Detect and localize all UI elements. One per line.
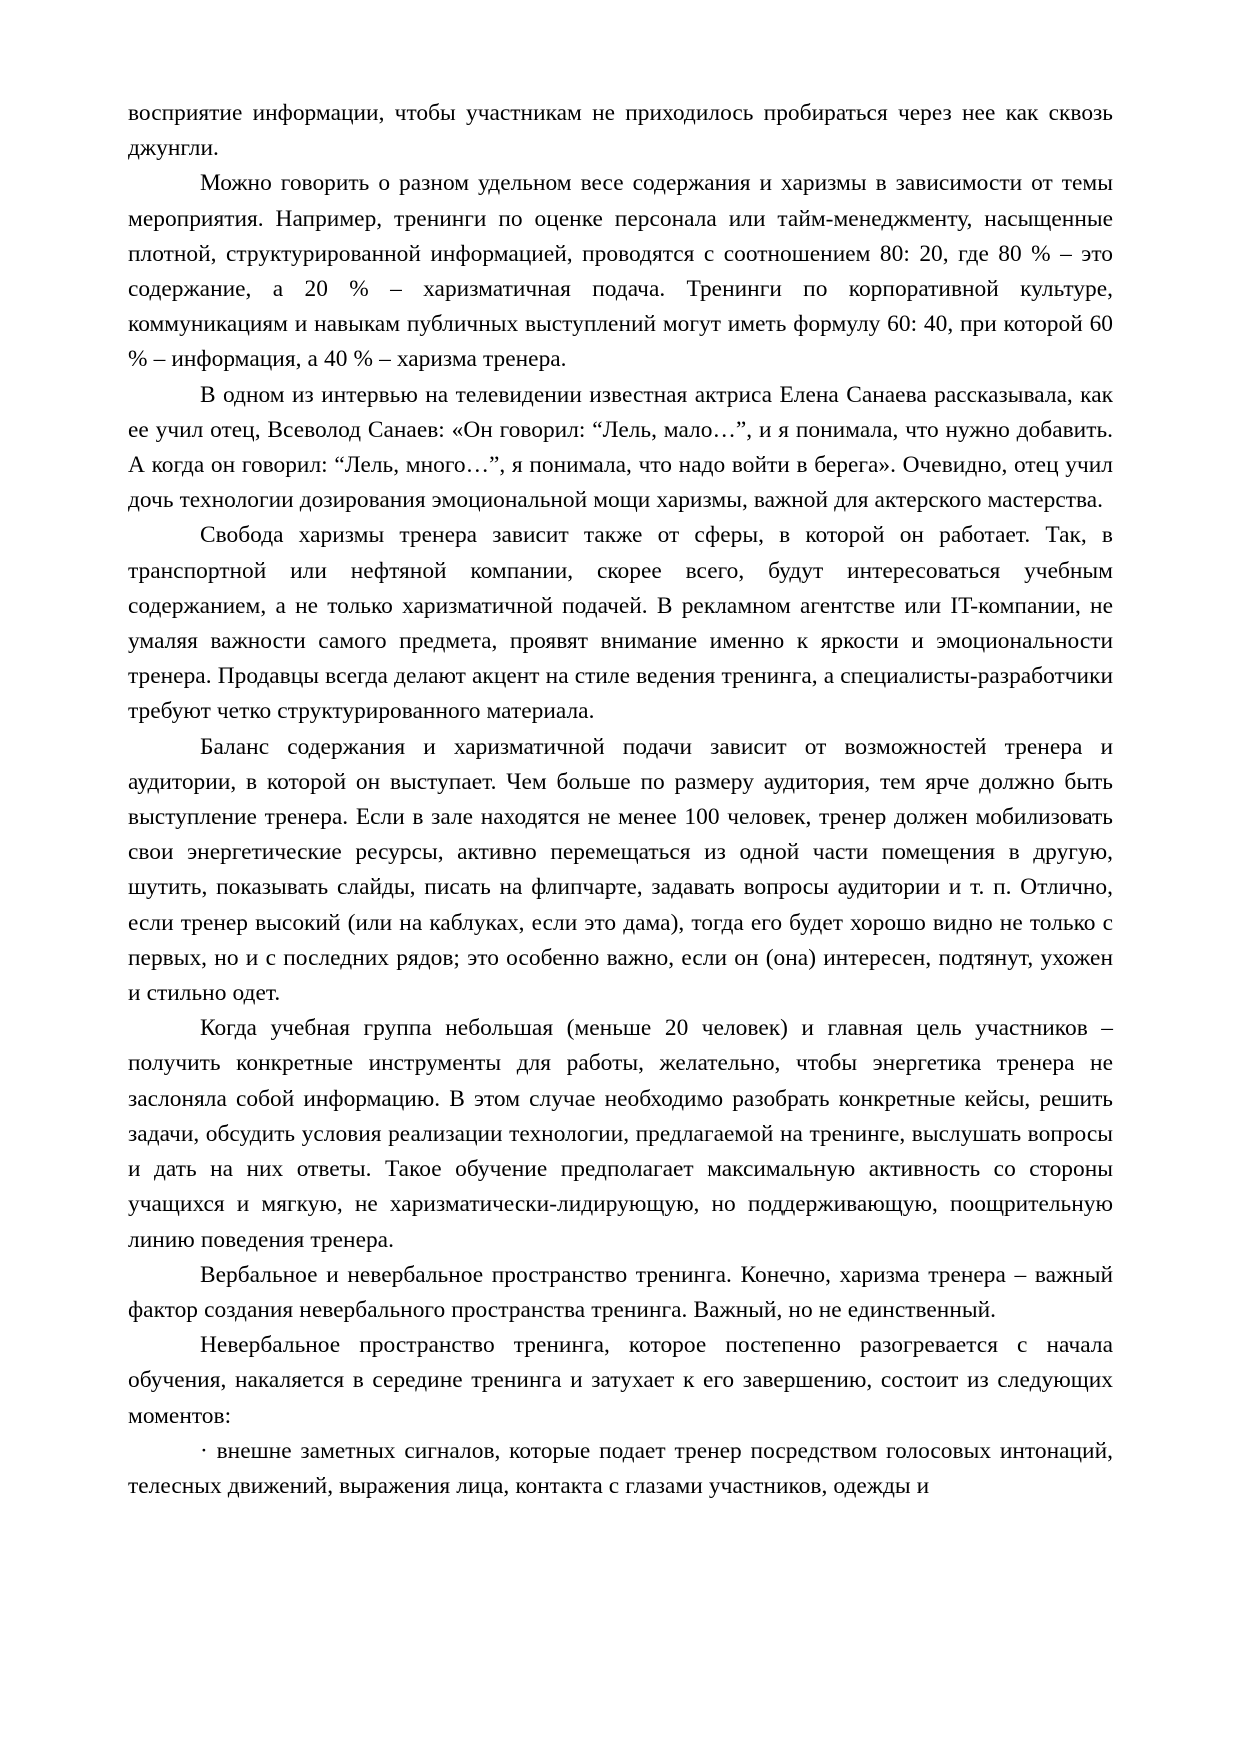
paragraph-7: Вербальное и невербальное пространство тренинга. Конечно, харизма тренера – важный фактор создания невербального пространства тренинга. Важный, но не единственный. [128, 1261, 1113, 1323]
paragraph-2: Можно говорить о разном удельном весе содержания и харизмы в зависимости от темы мероприятия. Например, тренинги по оценке персонала или тайм-менеджменту, насыщенные плотной, структурированной информацией, проводятся с соотношением 80: 20, где 80 % – это содержание, а 20 % – харизматичная подача. Тренинги по корпоративной культуре, коммуникациям и навыкам публичных выступлений могут иметь формулу 60: 40, при которой 60 % – информация, а 40 % – харизма тренера. [128, 170, 1113, 373]
paragraph-6: Когда учебная группа небольшая (меньше 20 человек) и главная цель участников – получить конкретные инструменты для работы, желательно, чтобы энергетика тренера не заслоняла собой информацию. В этом случае необходимо разобрать конкретные кейсы, решить задачи, обсудить условия реализации технологии, предлагаемой на тренинге, выслушать вопросы и дать на них ответы. Такое обучение предполагает максимальную активность со стороны учащихся и мягкую, не харизматически-лидирующую, но поддерживающую, поощрительную линию поведения тренера. [128, 1015, 1113, 1253]
paragraph-4: Свобода харизмы тренера зависит также от сферы, в которой он работает. Так, в транспортной или нефтяной компании, скорее всего, будут интересоваться учебным содержанием, а не только харизматичной подачей. В рекламном агентстве или IT-компании, не умаляя важности самого предмета, проявят внимание именно к яркости и эмоциональности тренера. Продавцы всегда делают акцент на стиле ведения тренинга, а специалисты-разработчики требуют четко структурированного материала. [128, 522, 1113, 725]
paragraph-5: Баланс содержания и харизматичной подачи зависит от возможностей тренера и аудитории, в которой он выступает. Чем больше по размеру аудитория, тем ярче должно быть выступление тренера. Если в зале находятся не менее 100 человек, тренер должен мобилизовать свои энергетические ресурсы, активно перемещаться из одной части помещения в другую, шутить, показывать слайды, писать на флипчарте, задавать вопросы аудитории и т. п. Отлично, если тренер высокий (или на каблуках, если это дама), тогда его будет хорошо видно не только с первых, но и с последних рядов; это особенно важно, если он (она) интересен, подтянут, ухожен и стильно одет. [128, 733, 1113, 1007]
bullet-paragraph-1: · внешне заметных сигналов, которые подает тренер посредством голосовых интонаций, телесных движений, выражения лица, контакта с глазами участников, одежды и [128, 1437, 1113, 1499]
paragraph-8: Невербальное пространство тренинга, которое постепенно разогревается с начала обучения, накаляется в середине тренинга и затухает к его завершению, состоит из следующих моментов: [128, 1332, 1113, 1429]
paragraph-1: восприятие информации, чтобы участникам не приходилось пробираться через нее как сквозь джунгли. [128, 100, 1113, 162]
paragraph-3: В одном из интервью на телевидении известная актриса Елена Санаева рассказывала, как ее учил отец, Всеволод Санаев: «Он говорил: “Лель, мало…”, и я понимала, что нужно добавить. А когда он говорил: “Лель, много…”, я понимала, что надо войти в берега». Очевидно, отец учил дочь технологии дозирования эмоциональной мощи харизмы, важной для актерского мастерства. [128, 381, 1113, 514]
text-column [128, 96, 1113, 1504]
